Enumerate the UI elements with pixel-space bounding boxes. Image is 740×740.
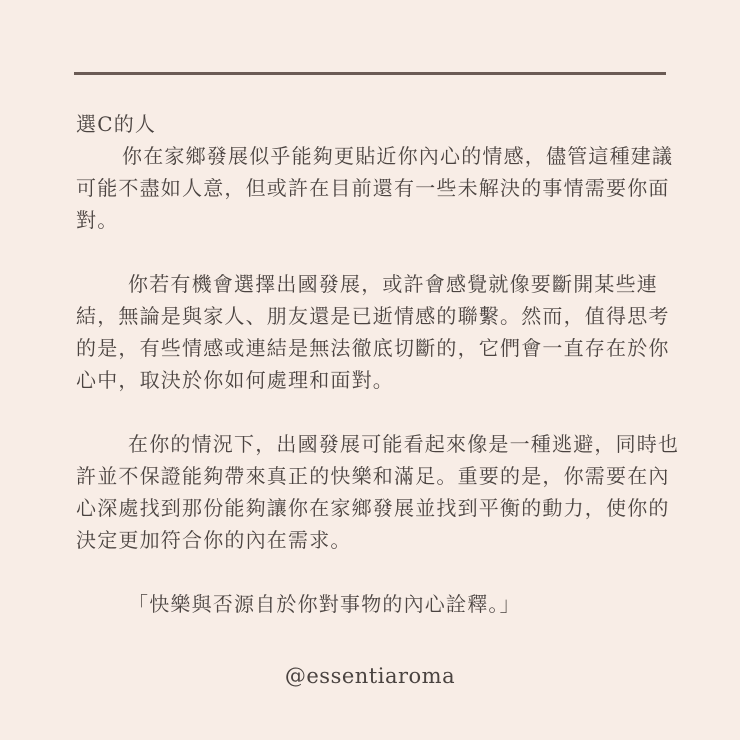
top-divider: [74, 72, 666, 75]
post-content: [76, 108, 686, 620]
quote-text: 「快樂與否源自於你對事物的內心詮釋。」: [128, 592, 521, 616]
paragraph-1: [76, 140, 686, 236]
paragraph-2: [76, 268, 686, 396]
paragraph-1-text: 你在家鄉發展似乎能夠更貼近你內心的情感，儘管這種建議可能不盡如人意，但或許在目前還有一些未解決的事情需要你面對。: [76, 144, 674, 232]
paragraph-3: [76, 428, 686, 556]
paragraph-2-text: 你若有機會選擇出國發展，或許會感覺就像要斷開某些連結，無論是與家人、朋友還是已逝情感的聯繫。然而，值得思考的是，有些情感或連結是無法徹底切斷的，它們會一直存在於你心中，取決於你如何處理和面對。: [76, 272, 670, 392]
section-heading: 選C的人: [76, 112, 157, 136]
paragraph-3-text: 在你的情況下，出國發展可能看起來像是一種逃避，同時也許並不保證能夠帶來真正的快樂和滿足。重要的是，你需要在內心深處找到那份能夠讓你在家鄉發展並找到平衡的動力，使你的決定更加符合你的內在需求。: [76, 432, 680, 552]
quote-line: [76, 588, 686, 620]
account-handle: @essentiaroma: [284, 664, 456, 688]
